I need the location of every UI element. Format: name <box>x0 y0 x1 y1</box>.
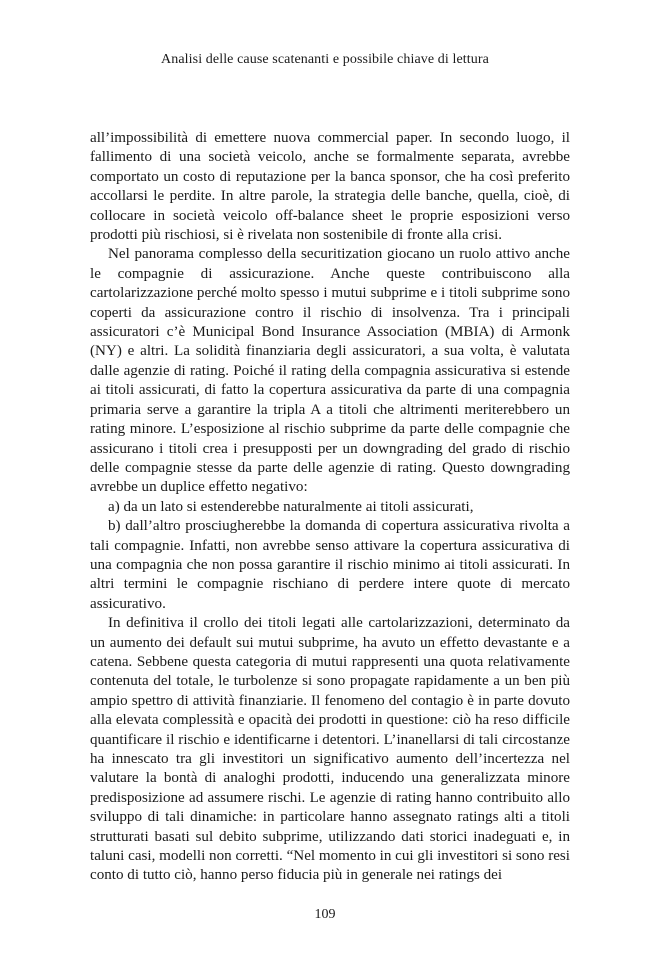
paragraph-conclusion: In definitiva il crollo dei titoli legati alle cartolarizzazioni, determinato da un aumento dei default sui mutui subprime, ha avuto un effetto devastante e a catena. Sebbene questa categoria di mutui rappresenti una quota relativamente contenuta del totale, le turbolenze si sono propagate rapidamente a un ben più ampio spettro di attività finanziarie. Il fenomeno del contagio è in parte dovuto alla elevata complessità e opacità dei prodotti in questione: ciò ha reso difficile quantificare il rischio e identificarne i detentori. L’inanellarsi di tali circostanze ha innescato tra gli investitori un significativo aumento dell’incertezza nel valutare la bontà di analoghi prodotti, inducendo una generalizzata minore predisposizione ad assumere rischi. Le agenzie di rating hanno contribuito allo sviluppo di tali dinamiche: in particolare hanno assegnato ratings alti a titoli strutturati basati sul debito subprime, utilizzando dati storici inadeguati e, in taluni casi, modelli non corretti. “Nel momento in cui gli investitori si sono resi conto di tutto ciò, hanno perso fiducia più in generale nei ratings dei <box>90 615 570 884</box>
running-header: Analisi delle cause scatenanti e possibile chiave di lettura <box>161 52 489 67</box>
list-item-a: a) da un lato si estenderebbe naturalmente ai titoli assicurati, <box>108 498 474 515</box>
paragraph-insurance: Nel panorama complesso della securitization giocano un ruolo attivo anche le compagnie di assicurazione. Anche queste contribuiscono alla cartolarizzazione perché molto spesso i mutui subprime e i titoli subprime sono coperti da assicurazione contro il rischio di insolvenza. Tra i principali assicuratori c’è Municipal Bond Insurance Association (MBIA) di Armonk (NY) e altri. La solidità finanziaria degli assicuratori, a sua volta, è valutata dalle agenzie di rating. Poiché il rating della compagnia assicurativa si estende ai titoli assicurati, di fatto la copertura assicurativa da parte di una compagnia primaria serve a garantire la tripla A a titoli che altrimenti meriterebbero un rating minore. L’esposizione al rischio subprime da parte delle compagnie che assicurano i titoli crea i presupposti per un downgrading del grado di rischio delle compagnie stesse da parte delle agenzie di rating. Questo downgrading avrebbe un duplice effetto negativo: <box>90 246 570 496</box>
body-text <box>90 129 570 886</box>
list-item-b: b) dall’altro prosciugherebbe la domanda di copertura assicurativa rivolta a tali compagnie. Infatti, non avrebbe senso attivare la copertura assicurativa di una compagnia che non possa garantire il rischio minimo ai titoli assicurati. In altri termini le compagnie rischiano di perdere intere quote di mercato assicurativo. <box>90 518 570 612</box>
paragraph-continuation: all’impossibilità di emettere nuova commercial paper. In secondo luogo, il fallimento di una società veicolo, anche se formalmente separata, avrebbe comportato un costo di reputazione per la banca sponsor, che ha così preferito accollarsi le perdite. In altre parole, la strategia delle banche, quella, cioè, di collocare in società veicolo off-balance sheet le proprie esposizioni verso prodotti più rischiosi, si è rivelata non sostenibile di fronte alla crisi. <box>90 130 570 244</box>
page-number: 109 <box>314 907 336 922</box>
